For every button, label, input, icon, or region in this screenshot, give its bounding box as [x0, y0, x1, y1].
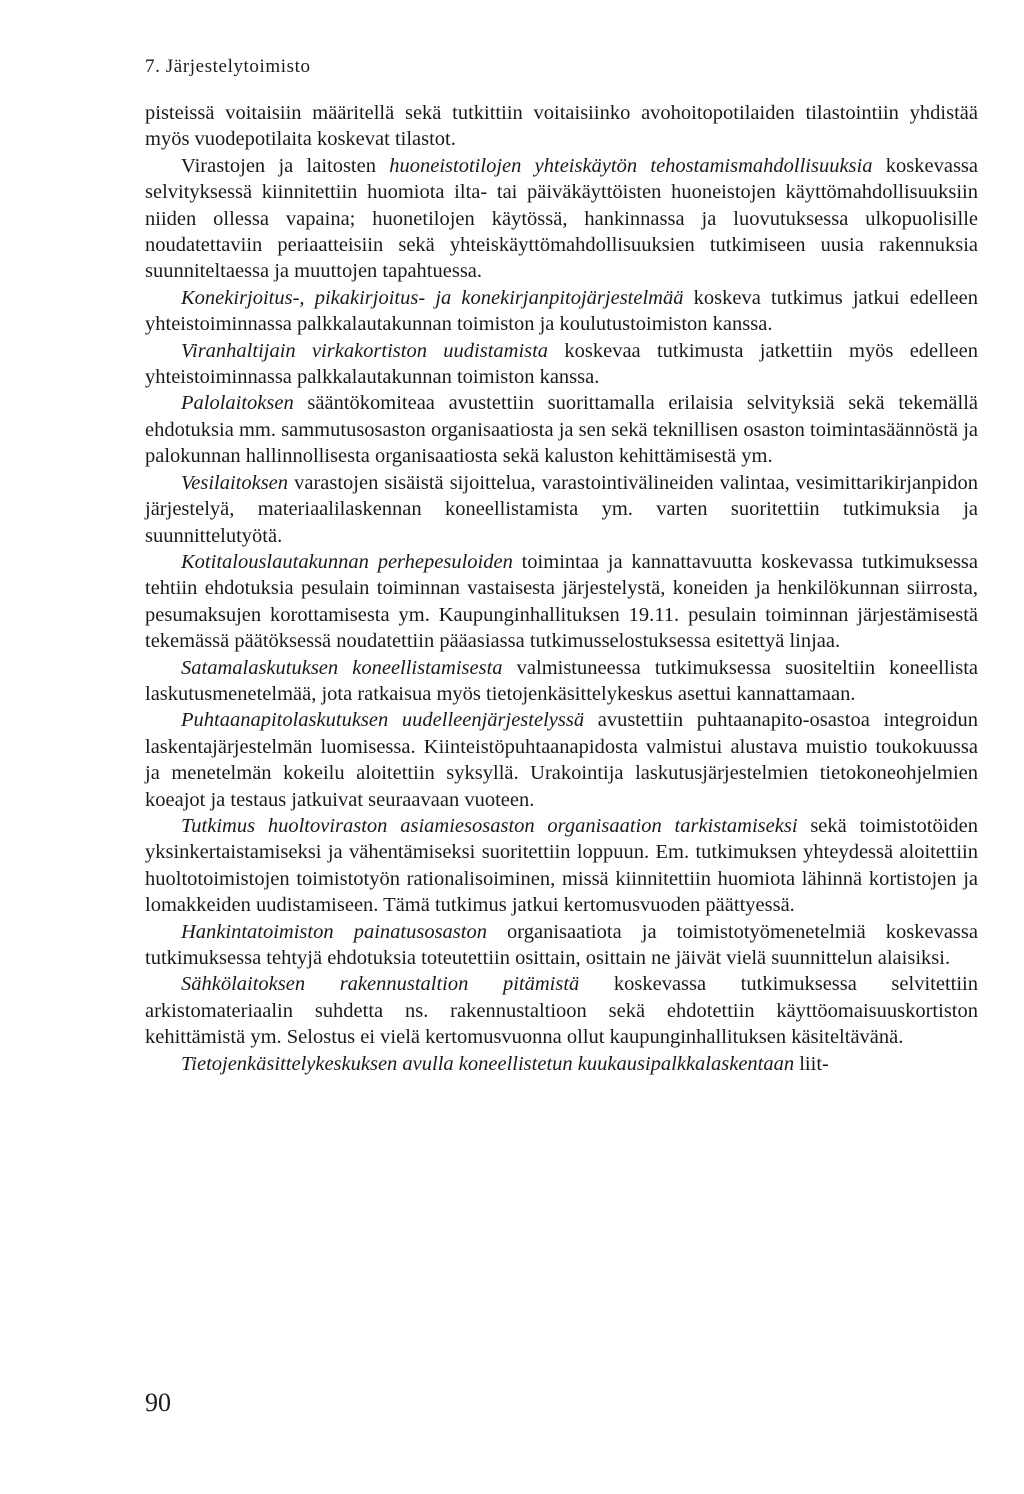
page-number: 90	[145, 1388, 171, 1417]
paragraph: Viranhaltijain virkakortiston uudistamista koskevaa tutkimusta jatkettiin myös edelleen yhteistoiminnassa palkkalautakunnan toimiston kanssa.	[145, 339, 978, 389]
paragraph: pisteissä voitaisiin määritellä sekä tutkittiin voitaisiinko avohoitopotilaiden tilastointiin yhdistää myös vuodepotilaita koskevat tilastot.	[145, 102, 978, 151]
paragraph: Tutkimus huoltoviraston asiamiesosaston organisaation tarkistamiseksi sekä toimistotöiden yksinkertaistamiseksi ja vähentämiseksi suoritettiin loppuun. Em. tutkimuksen yhteydessä aloitettiin huoltotoimistojen toimistotyön rationalisoiminen, missä kiinnitettiin huomiota lähinnä kortistojen ja lomakkeiden uudistamiseen. Tämä tutkimus jatkui kertomusvuoden päättyessä.	[145, 814, 978, 917]
paragraph: Sähkölaitoksen rakennustaltion pitämistä koskevassa tutkimuksessa selvitettiin arkistomateriaalin suhdetta ns. rakennustaltioon sekä ehdotettiin käyttöomaisuuskortiston kehittämistä ym. Selostus ei vielä kertomusvuonna ollut kaupunginhallituksen käsiteltävänä.	[145, 973, 978, 1049]
paragraph: Konekirjoitus-, pikakirjoitus- ja konekirjanpitojärjestelmää koskeva tutkimus jatkui edelleen yhteistoiminnassa palkkalautakunnan toimiston ja koulutustoimiston kanssa.	[145, 286, 978, 336]
paragraph: Vesilaitoksen varastojen sisäistä sijoittelua, varastointivälineiden valintaa, vesimittarikirjanpidon järjestelyä, materiaalilaskennan koneellistamista ym. varten suoritettiin tutkimuksia ja suunnittelutyötä.	[145, 471, 978, 547]
paragraph: Satamalaskutuksen koneellistamisesta valmistuneessa tutkimuksessa suositeltiin koneellista laskutusmenetelmää, jota ratkaisua myös tietojenkäsittelykeskus asettui kannattamaan.	[145, 656, 978, 705]
paragraph: Palolaitoksen sääntökomiteaa avustettiin suorittamalla erilaisia selvityksiä sekä tekemällä ehdotuksia mm. sammutusosaston organisaatiosta ja sen sekä teknillisen osaston toimintasäännöstä ja palokunnan hallinnollisesta organisaatiosta sekä kaluston kehittämisestä ym.	[145, 392, 978, 468]
paragraph: Virastojen ja laitosten huoneistotilojen yhteiskäytön tehostamismahdollisuuksia koskevassa selvityksessä kiinnitettiin huomiota ilta- tai päiväkäyttöisten huoneistojen käyttömahdollisuuksiin niiden ollessa vapaina; huonetilojen käytössä, hankinnassa ja luovutuksessa ulkopuolisille noudatettaviin periaatteisiin sekä yhteiskäyttömahdollisuuksien tutkimiseen uusia rakennuksia suunniteltaessa ja muuttojen tapahtuessa.	[145, 154, 978, 283]
paragraph: Puhtaanapitolaskutuksen uudelleenjärjestelyssä avustettiin puhtaanapito-osastoa integroidun laskentajärjestelmän luomisessa. Kiinteistöpuhtaanapidosta valmistui alustava muistio toukokuussa ja menetelmän kokeilu aloitettiin syksyllä. Urakointija laskutusjärjestelmien tietokoneohjelmien koeajot ja testaus jatkuivat seuraavaan vuoteen.	[145, 709, 978, 811]
paragraph: Tietojenkäsittelykeskuksen avulla koneellistetun kuukausipalkkalaskentaan liit-	[181, 1052, 829, 1075]
paragraph: Kotitalouslautakunnan perhepesuloiden toimintaa ja kannattavuutta koskevassa tutkimuksessa tehtiin ehdotuksia pesulain toiminnan vastaisesta järjestelystä, koneiden ja henkilökunnan siirrosta, pesumaksujen korottamisesta ym. Kaupunginhallituksen 19.11. pesulain toiminnan järjestämisestä tekemässä päätöksessä noudatettiin pääasiassa tutkimusselostuksessa esitettyä linjaa.	[145, 550, 978, 653]
body-text	[145, 100, 978, 1077]
paragraph: Hankintatoimiston painatusosaston organisaatiota ja toimistotyömenetelmiä koskevassa tutkimuksessa tehtyjä ehdotuksia toteutettiin osittain, osittain ne jäivät vielä suunnittelun alaisiksi.	[145, 920, 978, 969]
page-header: 7. Järjestelytoimisto	[145, 56, 311, 77]
